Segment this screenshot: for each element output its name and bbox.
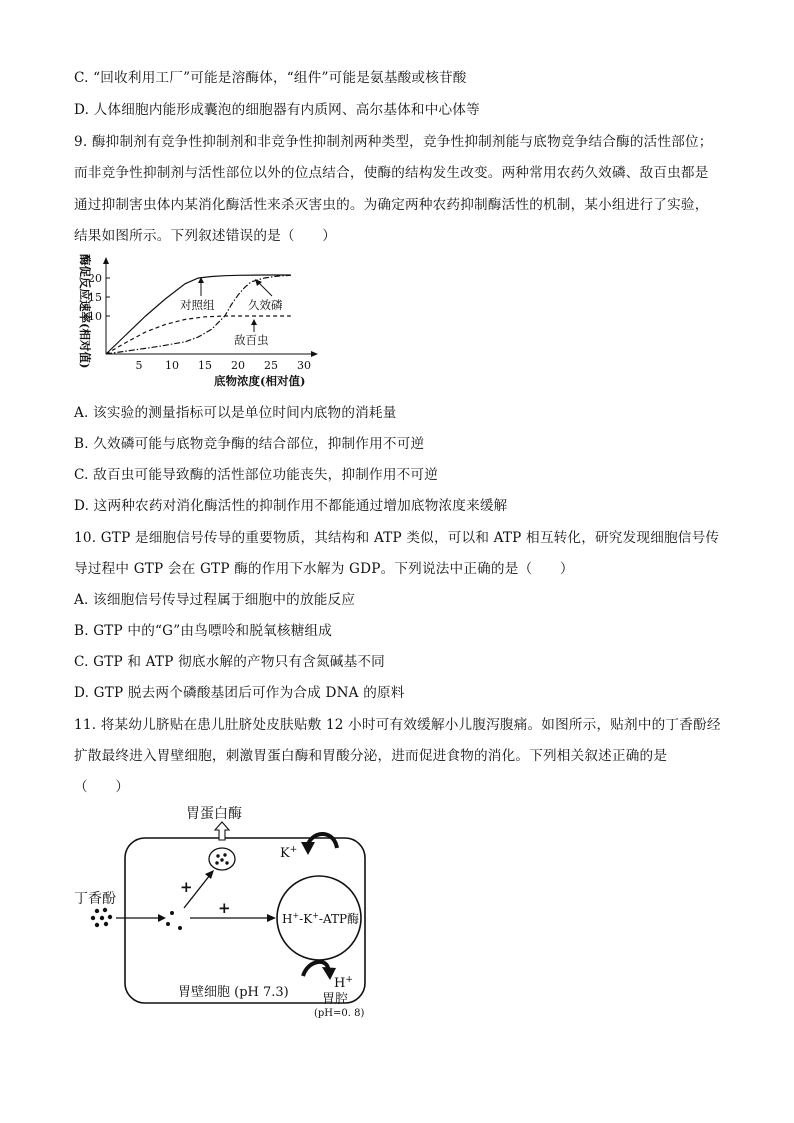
legend-jiuxiaolin: 久效磷 xyxy=(248,298,283,312)
vesicle-granule xyxy=(215,861,218,864)
eugenol-dot xyxy=(104,922,108,926)
stimulate-pump-arrowhead xyxy=(267,914,276,922)
k-ion-sup: + xyxy=(289,845,298,855)
y-tick-label: 20 xyxy=(88,272,102,285)
pump-k-sup: + xyxy=(312,911,319,920)
x-tick-label: 15 xyxy=(198,359,212,372)
dibaichong-arrowhead xyxy=(251,319,257,325)
eugenol-label: 丁香酚 xyxy=(74,891,116,907)
question-9-stem: 结果如图所示。下列叙述错误的是（ ） xyxy=(74,228,337,244)
eugenol-inside-dot xyxy=(170,911,174,915)
pump-k: -K xyxy=(299,912,313,926)
question-10-option-b: B. GTP 中的“G”由鸟嘌呤和脱氧核糖组成 xyxy=(74,623,333,639)
chart-x-arrow xyxy=(311,351,318,357)
question-11-stem: （ ） xyxy=(74,779,130,795)
vesicle-granule xyxy=(216,854,219,857)
lumen-label: 胃腔 xyxy=(322,992,349,1007)
question-9-stem: 而非竞争性抑制剂与活性部位以外的位点结合，使酶的结构发生改变。两种常用农药久效磷、敌百虫都是 xyxy=(74,165,709,181)
k-ion-arrowhead xyxy=(301,842,315,855)
question-9-option-d: D. 这两种农药对消化酶活性的抑制作用不都能通过增加底物浓度来缓解 xyxy=(74,498,508,514)
stimulate-secretion-arrowhead xyxy=(205,870,214,879)
eugenol-dot xyxy=(95,909,99,913)
question-10-option-d: D. GTP 脱去两个磷酸基团后可作为合成 DNA 的原料 xyxy=(74,685,405,701)
legend-dibaichong: 敌百虫 xyxy=(234,333,269,347)
vesicle-granule xyxy=(225,861,228,864)
k-ion: K xyxy=(280,846,290,861)
question-9-option-c: C. 敌百虫可能导致酶的活性部位功能丧失，抑制作用不可逆 xyxy=(74,467,439,483)
k-ion-label xyxy=(280,845,297,861)
question-11-stem: 扩散最终进入胃壁细胞，刺激胃蛋白酶和胃酸分泌，进而促进食物的消化。下列相关叙述正确的是 xyxy=(74,748,668,764)
eugenol-dot xyxy=(100,916,104,920)
eugenol-dot xyxy=(103,908,107,912)
x-tick-label: 20 xyxy=(231,359,245,372)
question-10-option-a: A. 该细胞信号传导过程属于细胞中的放能反应 xyxy=(74,592,356,608)
pump-h-sup: + xyxy=(292,911,300,920)
enzyme-rate-chart xyxy=(72,252,332,392)
y-tick-label: 15 xyxy=(88,291,102,304)
question-10-stem: 导过程中 GTP 会在 GTP 酶的作用下水解为 GDP。下列说法中正确的是（ ） xyxy=(74,561,574,577)
x-tick-label: 30 xyxy=(297,359,311,372)
cell-label: 胃壁细胞 (pH 7.3) xyxy=(178,985,289,1000)
question-11-stem: 11. 将某幼儿脐贴在患儿肚脐处皮肤贴敷 12 小时可有效缓解小儿腹泻腹痛。如图所示，贴剂中的丁香酚经 xyxy=(74,717,721,733)
option-c-text: C. “回收利用工厂”可能是溶酶体，“组件”可能是氨基酸或核苷酸 xyxy=(74,70,467,86)
entry-arrowhead xyxy=(158,914,166,922)
h-ion: H xyxy=(334,976,346,991)
question-10-option-c: C. GTP 和 ATP 彻底水解的产物只有含氮碱基不同 xyxy=(74,654,385,670)
x-tick-label: 5 xyxy=(135,359,143,372)
x-tick-label: 10 xyxy=(165,359,179,372)
pump-tail: -ATP酶 xyxy=(318,912,360,926)
chart-y-arrow xyxy=(103,257,109,264)
h-ion-sup: + xyxy=(345,975,353,985)
pump-h: H xyxy=(282,912,293,926)
eugenol-inside-dot xyxy=(178,926,182,930)
plus-sign: + xyxy=(180,878,193,896)
eugenol-dot xyxy=(108,915,112,919)
question-9-option-b: B. 久效磷可能与底物竞争酶的结合部位，抑制作用不可逆 xyxy=(74,436,425,452)
chart-ylabel: 酶促反应速率(相对值) xyxy=(78,254,92,369)
x-tick-label: 25 xyxy=(264,359,278,372)
lumen-ph: (pH=0. 8) xyxy=(314,1008,365,1019)
gastric-cell-diagram xyxy=(72,800,402,1025)
legend-control: 对照组 xyxy=(180,298,215,312)
question-10-stem: 10. GTP 是细胞信号传导的重要物质，其结构和 ATP 类似，可以和 ATP 相互转化，研究发现细胞信号传 xyxy=(74,530,720,546)
jiuxiaolin-pointer xyxy=(258,282,272,296)
eugenol-inside-dot xyxy=(166,922,170,926)
eugenol-dot xyxy=(91,916,95,920)
chart-xlabel: 底物浓度(相对值) xyxy=(214,374,306,388)
plus-sign: + xyxy=(218,899,231,917)
y-tick-label: 10 xyxy=(88,310,102,323)
eugenol-dot xyxy=(95,923,99,927)
question-9-option-a: A. 该实验的测量指标可以是单位时间内底物的消耗量 xyxy=(74,405,397,421)
pepsin-label: 胃蛋白酶 xyxy=(186,806,242,822)
question-9-stem: 9. 酶抑制剂有竞争性抑制剂和非竞争性抑制剂两种类型，竞争性抑制剂能与底物竞争结合酶的活性部位； xyxy=(74,134,713,150)
vesicle-granule xyxy=(223,853,226,856)
h-ion-label xyxy=(334,975,353,991)
question-9-stem: 通过抑制害虫体内某消化酶活性来杀灭害虫的。为确定两种农药抑制酶活性的机制，某小组进行了实验， xyxy=(74,197,709,213)
vesicle-granule xyxy=(220,858,223,861)
option-d-text: D. 人体细胞内能形成囊泡的细胞器有内质网、高尔基体和中心体等 xyxy=(74,102,480,118)
